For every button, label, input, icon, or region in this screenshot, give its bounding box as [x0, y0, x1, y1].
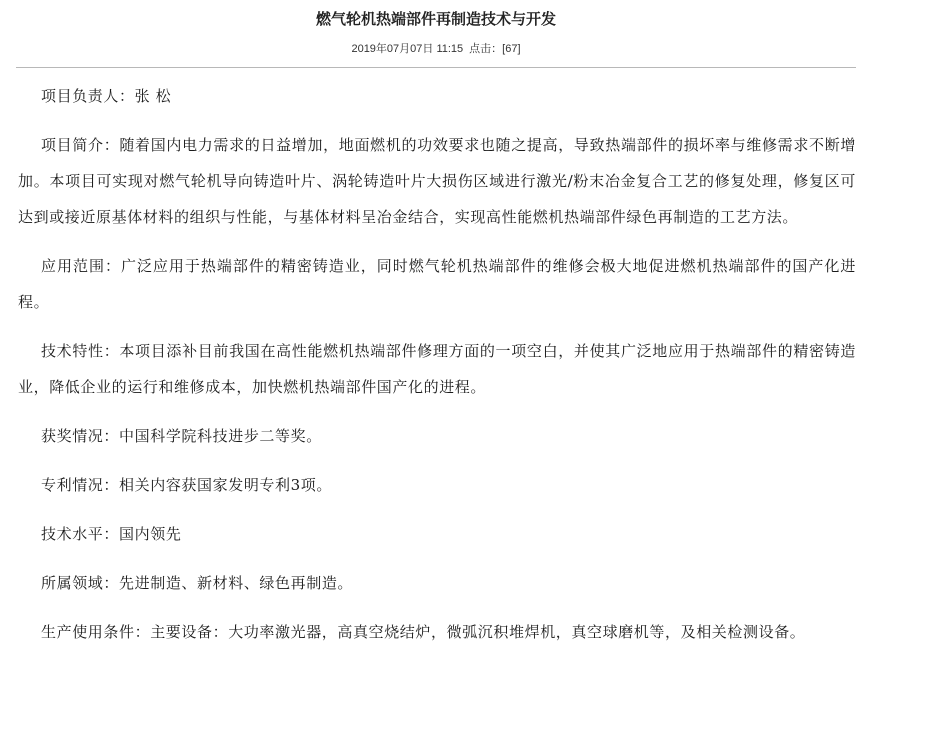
field-label: 技术特性：	[41, 342, 120, 360]
field-value: 主要设备：大功率激光器，高真空烧结炉，微弧沉积堆焊机，真空球磨机等，及相关检测设备。	[150, 623, 806, 641]
publish-date: 2019年07月07日 11:15	[351, 43, 464, 55]
paragraph-application-scope	[18, 248, 856, 320]
field-value: 国内领先	[119, 525, 182, 543]
paragraph-technical-features	[18, 333, 856, 405]
paragraph-field	[18, 565, 856, 601]
clicks-label: 点击：	[469, 43, 503, 55]
article	[16, 0, 856, 663]
clicks-count: [67]	[502, 43, 521, 55]
field-label: 专利情况：	[41, 476, 120, 494]
field-value: 中国科学院科技进步二等奖。	[119, 427, 322, 445]
field-label: 生产使用条件：	[41, 623, 151, 641]
field-value: 先进制造、新材料、绿色再制造。	[119, 574, 354, 592]
field-label: 技术水平：	[41, 525, 120, 543]
field-label: 获奖情况：	[41, 427, 120, 445]
title-divider	[16, 67, 856, 68]
paragraph-production-conditions	[18, 614, 856, 650]
field-value: 张 松	[134, 87, 172, 105]
paragraph-patents	[18, 467, 856, 503]
field-value: 本项目添补目前我国在高性能燃机热端部件修理方面的一项空白，并使其广泛地应用于热端部件的精密铸造业，降低企业的运行和维修成本，加快燃机热端部件国产化的进程。	[18, 342, 856, 396]
paragraph-project-lead	[18, 78, 856, 114]
field-value: 相关内容获国家发明专利3项。	[119, 476, 332, 494]
paragraph-project-summary	[18, 127, 856, 235]
article-title: 燃气轮机热端部件再制造技术与开发	[315, 10, 556, 28]
field-label: 所属领域：	[41, 574, 120, 592]
field-label: 项目负责人：	[41, 87, 135, 105]
article-meta	[16, 41, 856, 57]
field-value: 随着国内电力需求的日益增加，地面燃机的功效要求也随之提高，导致热端部件的损坏率与维修需求不断增加。本项目可实现对燃气轮机导向铸造叶片、涡轮铸造叶片大损伤区域进行激光/粉末冶金复合工艺的修复处理，修复区可达到或接近原基体材料的组织与性能，与基体材料呈冶金结合，实现高性能燃机热端部件绿色再制造的工艺方法。	[18, 136, 856, 226]
article-body	[16, 78, 856, 650]
field-label: 应用范围：	[41, 257, 121, 275]
paragraph-awards	[18, 418, 856, 454]
field-value: 广泛应用于热端部件的精密铸造业，同时燃气轮机热端部件的维修会极大地促进燃机热端部件的国产化进程。	[18, 257, 856, 311]
field-label: 项目简介：	[41, 136, 120, 154]
paragraph-technical-level	[18, 516, 856, 552]
